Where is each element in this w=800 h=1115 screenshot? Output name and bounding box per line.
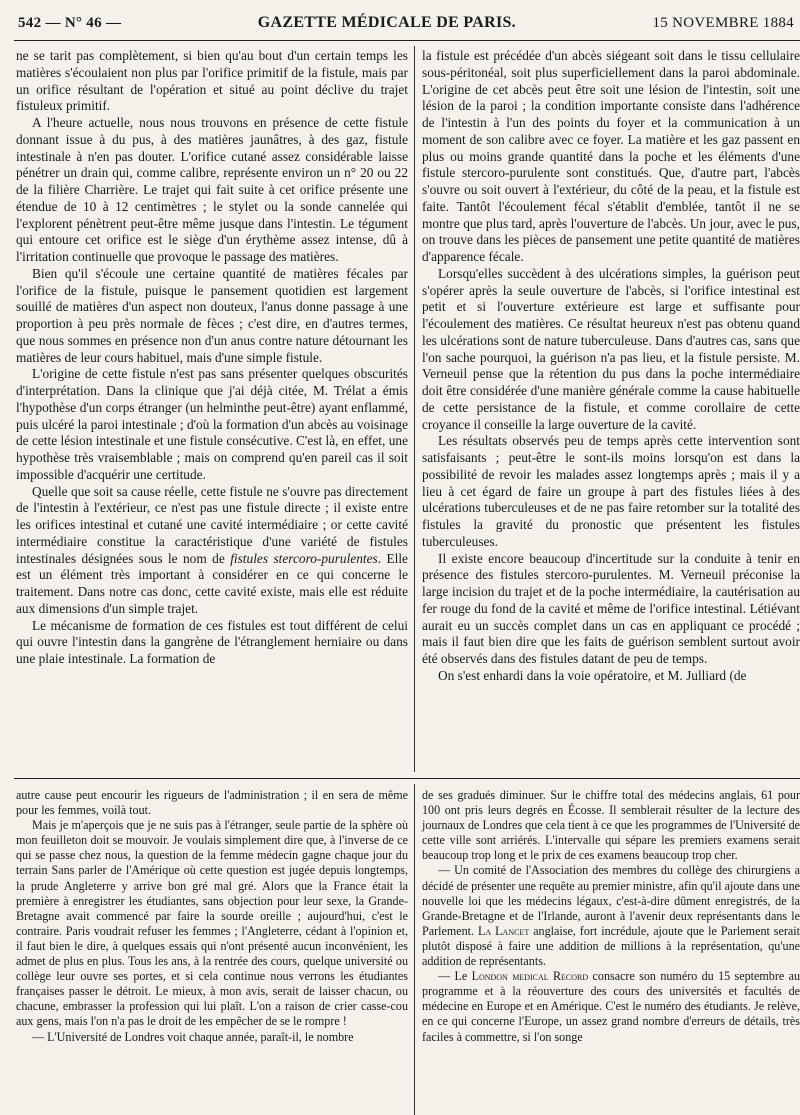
paragraph: Mais je m'aperçois que je ne suis pas à l'étranger, seule partie de la sphère où mon feuilleton doit se mouvoir. Je voulais simplement dire que, à l'inverse de ce qui se passe chez nous, la question de la femme médecin gagne chaque jour du terrain Sans parler de l'Amérique où cette question est jugée depuis longtemps, la prude Angleterre y arrive bon gré mal gré. Alors que la France était la première à enregistrer les étudiantes, sans objection pour leur sexe, la Grande-Bretagne avait commencé par faire la sourde oreille ; aujourd'hui, c'est le contraire. Paris voudrait refuser les femmes ; l'Angleterre, cédant à l'opinion et, il faut bien le dire, à quelques essais qui n'ont présenté aucun inconvénient, les admet de plus en plus. Tous les ans, à la rentrée des cours, quelque université ou collège leur ouvre ses portes, et si cela continue nous verrons les étudiantes françaises passer le détroit. Le mieux, à mon avis, serait de laisser chacun, ou chacune, embrasser la profession qui lui plaît. L'on a raison de crier casse-cou aux gens, mais l'on n'a pas le droit de les empêcher de se le rompre ! [16, 818, 408, 1029]
feuilleton-rule [14, 778, 800, 779]
page-number: 542 [18, 15, 42, 31]
feuilleton-column-right [422, 788, 800, 1045]
paragraph: Les résultats observés peu de temps après cette intervention sont satisfaisants ; peut-être le sont-ils moins lorsqu'on est dans la possibilité de revoir les malades assez longtemps après ; mais il y a lieu à cet égard de faire un groupe à part des fistules liées à des ulcérations tuberculeuses et de ne pas faire retomber sur la totalité des fistules la gravité du pronostic que présentent les fistules tuberculeuses. [422, 433, 800, 549]
paragraph: de ses gradués diminuer. Sur le chiffre total des médecins anglais, 61 pour 100 ont pris leurs degrés en Écosse. Il semblerait résulter de la lecture des journaux de Londres que cela tient à ce que les programmes de l'Université de cette ville sont arriérés. L'intervalle qui sépare les premiers examens serait beaucoup trop long et le prix de ces examens beaucoup trop cher. [422, 788, 800, 863]
column-divider-lower [414, 784, 415, 1115]
emphasis: fistules stercoro-purulentes [230, 550, 378, 566]
journal-title: GAZETTE MÉDICALE DE PARIS. [257, 14, 516, 31]
paragraph: L'origine de cette fistule n'est pas sans présenter quelques obscurités d'interprétation. Dans la clinique que j'ai déjà citée, M. Trélat a émis l'hypothèse d'un corps étranger (un helminthe peut-être) ayant enflammé, puis ulcéré la paroi intestinale ; d'où la formation d'un abcès au voisinage de cette lésion intestinale et une fistule consécutive. C'est là, en effet, une hypothèse très vraisemblable ; mais on comprend qu'en pareil cas il soit impossible d'acquérir une certitude. [16, 366, 408, 482]
paragraph: ne se tarit pas complètement, si bien qu'au bout d'un certain temps les matières s'écoulaient non plus par l'orifice primitif de la fistule, mais par un orifice résultant de l'opération et situé au point déclive du trajet fistuleux primitif. [16, 48, 408, 114]
article-column-right [422, 48, 800, 685]
page-header [18, 14, 794, 38]
paragraph: — L'Université de Londres voit chaque année, paraît-il, le nombre [32, 1029, 354, 1044]
paragraph: Quelle que soit sa cause réelle, cette fistule ne s'ouvre pas directement de l'intestin à l'extérieur, ce n'est pas une fistule directe ; il existe entre les orifices intestinal et cutané une cavité intermédiaire ; or cette cavité intermédiaire constitue la caractéristique d'une variété de fistules intestinales désignées sous le nom de fistules stercoro-purulentes. Elle est un élément très important à considérer en ce qui concerne le traitement. Dans notre cas donc, cette cavité existe, mais elle est réduite aux dimensions d'un simple trajet. [16, 483, 408, 616]
paragraph: Bien qu'il s'écoule une certaine quantité de matières fécales par l'orifice de la fistule, puisque le pansement quotidien est largement souillé de matières d'un aspect non douteux, l'anus donne passage à une proportion à peu près normale de fèces ; c'est dire, en d'autres termes, que nous sommes en présence non d'un anus contre nature détournant les matières de leur cours habituel, mais d'une simple fistule. [16, 265, 408, 365]
issue-date: 15 NOVEMBRE 1884 [652, 15, 794, 31]
issue-number: — N° 46 — [45, 15, 122, 31]
paragraph: Le mécanisme de formation de ces fistules est tout différent de celui qui ouvre l'intestin dans la gangrène de l'étranglement herniaire ou dans une plaie intestinale. La formation de [16, 617, 408, 666]
column-divider-upper [414, 46, 415, 772]
header-rule [14, 40, 800, 41]
paragraph: — Un comité de l'Association des membres du collège des chirurgiens a décidé de présenter une requête au premier ministre, afin qu'il ajoute dans une nouvelle loi que les médecins légaux, c'est-à-dire dûment enregistrés, de la Grande-Bretagne et de l'Irlande, auront à l'avenir deux représentants dans le Parlement. La Lancet anglaise, fort incrédule, ajoute que le Parlement serait plutôt disposé à faire une addition de millions à la représentation, qu'une addition de représentants. [422, 863, 800, 969]
paragraph: Il existe encore beaucoup d'incertitude sur la conduite à tenir en présence des fistules stercoro-purulentes. M. Verneuil préconise la large incision du trajet et de la poche intermédiaire, la cautérisation au fer rouge du fond de la cavité et même de l'orifice intestinal. Létiévant aurait eu un succès complet dans un cas en appliquant ce procédé ; mais il faut bien dire que les faits de guérison semblent surtout avoir été observés dans des fistules datant de peu de temps. [422, 550, 800, 666]
publication-name: La Lancet [478, 923, 530, 938]
paragraph: la fistule est précédée d'un abcès siégeant soit dans le tissu cellulaire sous-péritonéal, soit plus superficiellement dans la paroi abdominale. L'origine de cet abcès peut être soit une lésion de l'intestin, soit une lésion de la paroi ; la condition importante consiste dans l'adhérence de l'intestin à l'un des points du foyer et la communication à un moment de son calibre avec ce foyer. La matière et les gaz passent en plus ou moins grande quantité dans la poche et les éléments d'une fistule stercoro-purulente sont constitués. Que, d'autre part, l'abcès s'ouvre ou soit ouvert à l'extérieur, du côté de la peau, et la fistule est faite. Tantôt l'écoulement fécal s'établit d'emblée, tantôt il ne se montre que plus tard, après l'ouverture de l'abcès. Un jour, avec le pus, on trouve dans les pièces de pansement une petite quantité de matières d'apparence fécale. [422, 48, 800, 264]
paragraph: On s'est enhardi dans la voie opératoire, et M. Julliard (de [438, 667, 747, 683]
page-number-issue [18, 15, 121, 32]
paragraph: Lorsqu'elles succèdent à des ulcérations simples, la guérison peut s'opérer après la seule ouverture de l'abcès, si l'orifice intestinal est petit et si l'ouverture extérieure est large et suffisante pour l'écoulement des matières. Ce résultat heureux n'est pas obtenu quand les ulcérations sont de nature tuberculeuse. Dans d'autres cas, sans que l'on sache pourquoi, la guérison n'a pas lieu, et la fistule persiste. M. Verneuil pense que la rétention du pus dans la poche intermédiaire doit être considérée d'une manière générale comme la cause habituelle de cette persistance de la fistule, et comme corollaire de cette croyance il conseille la large ouverture de la cavité. [422, 265, 800, 432]
paragraph: autre cause peut encourir les rigueurs de l'administration ; il en sera de même pour les femmes, voilà tout. [16, 788, 408, 818]
paragraph: — Le London medical Record consacre son numéro du 15 septembre au programme et à la réouverture des cours des universités et facultés de médecine en Europe et en Amérique. C'est le numéro des étudiants. Je relève, en ce qui concerne l'Europe, un assez grand nombre d'erreurs de détails, très faciles à commettre, si l'on songe [422, 969, 800, 1044]
article-column-left [16, 48, 408, 668]
paragraph: A l'heure actuelle, nous nous trouvons en présence de cette fistule donnant issue à du pus, à des matières jaunâtres, à des gaz, fistule intestinale à n'en pas douter. L'orifice cutané assez considérable laisse pénétrer un drain qui, comme calibre, représente environ un n° 20 ou 22 de la filière Charrière. Le trajet qui fait suite à cet orifice présente une étendue de 10 à 12 centimètres ; le stylet ou la sonde cannelée qui l'explorent pénètrent peut-être même jusque dans l'intestin. Le tégument qui entoure cet orifice est le siège d'un érythème assez intense, dû à l'irritation continuelle que provoque le passage des matières. [16, 115, 408, 264]
feuilleton-column-left [16, 788, 408, 1045]
publication-name: London medical Record [471, 969, 589, 984]
